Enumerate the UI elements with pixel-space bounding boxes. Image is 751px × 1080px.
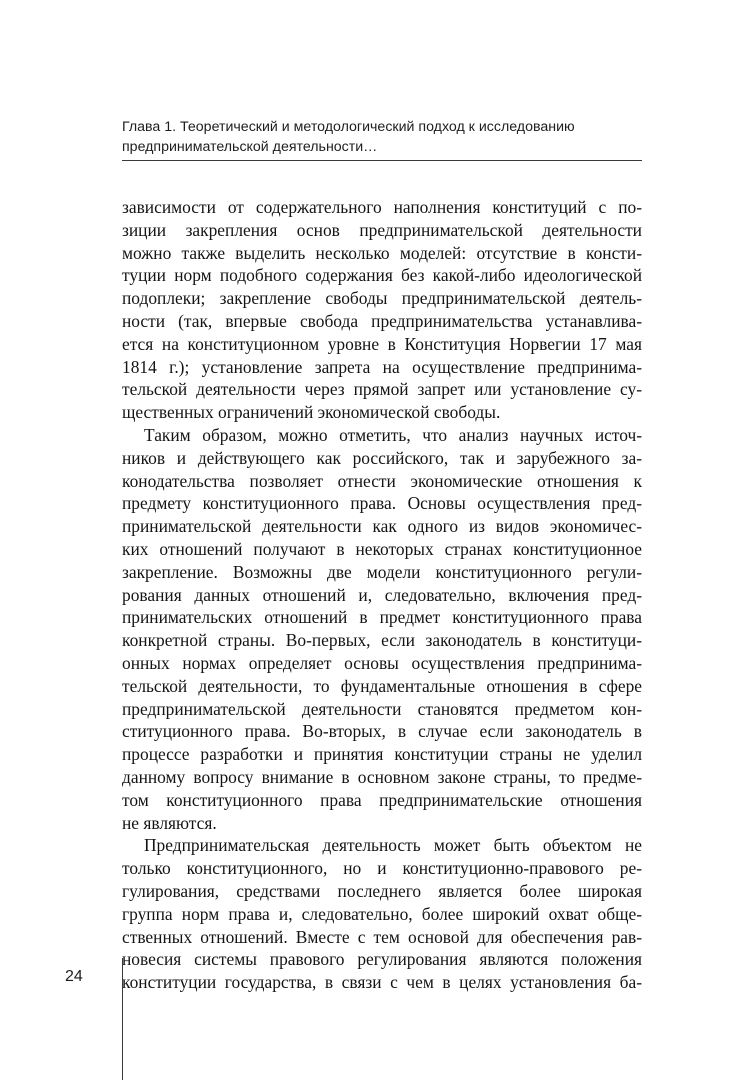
text-line: предпринимательской деятельности становятся предметом кон- xyxy=(122,698,642,719)
text-line: новесия системы правового регулирования являются положения xyxy=(122,949,642,970)
text-line: можно также выделить несколько моделей: отсутствие в консти- xyxy=(122,242,642,263)
text-line: Предпринимательская деятельность может быть объектом не xyxy=(144,835,642,856)
text-line: рования данных отношений и, следовательно, включения пред- xyxy=(122,584,642,605)
text-line: конодательства позволяет отнести экономические отношения к xyxy=(122,470,642,491)
text-line: принимательских отношений в предмет конституционного права xyxy=(122,607,642,628)
text-line: ственных отношений. Вместе с тем основой для обеспечения рав- xyxy=(122,926,642,947)
paragraph-3 xyxy=(122,834,642,994)
header-divider xyxy=(122,160,642,161)
text-line: тельской деятельности через прямой запрет или установление су- xyxy=(122,379,642,400)
paragraph-2 xyxy=(122,424,642,834)
text-line: ников и действующего как российского, так и зарубежного за- xyxy=(122,447,642,468)
running-header-line-1: Глава 1. Теоретический и методологический подход к исследованию xyxy=(122,119,575,135)
text-line: гулирования, средствами последнего является более широкая xyxy=(122,880,642,901)
paragraph-1 xyxy=(122,196,642,424)
running-header xyxy=(122,117,642,157)
text-line: только конституционного, но и конституционно-правового ре- xyxy=(122,858,642,879)
text-line: 1814 г.); установление запрета на осуществление предпринима- xyxy=(122,356,642,377)
text-line: Таким образом, можно отметить, что анализ научных источ- xyxy=(144,424,642,445)
text-line: подоплеки; закрепление свободы предпринимательской деятель- xyxy=(122,288,642,309)
text-line: принимательской деятельности как одного из видов экономичес- xyxy=(122,516,642,537)
text-line: ституционного права. Во-вторых, в случае если законодатель в xyxy=(122,721,642,742)
text-line: группа норм права и, следовательно, более широкий охват обще- xyxy=(122,903,642,924)
text-line: зависимости от содержательного наполнения конституций с по- xyxy=(122,197,642,217)
text-line: данному вопросу внимание в основном законе страны, то предме- xyxy=(122,766,642,787)
text-line: онных нормах определяет основы осуществления предпринима- xyxy=(122,652,642,673)
text-line: закрепление. Возможны две модели конституционного регули- xyxy=(122,561,642,582)
text-line: ких отношений получают в некоторых странах конституционное xyxy=(122,538,642,559)
text-line: не являются. xyxy=(122,812,217,833)
text-line: том конституционного права предпринимательские отношения xyxy=(122,789,642,810)
text-line: предмету конституционного права. Основы осуществления пред- xyxy=(122,493,642,514)
text-line: тельской деятельности, то фундаментальные отношения в сфере xyxy=(122,675,642,696)
page-margin-rule xyxy=(122,958,123,1080)
text-line: ется на конституционном уровне в Конституция Норвегии 17 мая xyxy=(122,333,642,354)
main-text xyxy=(122,196,642,994)
text-line: зиции закрепления основ предпринимательской деятельности xyxy=(122,219,642,240)
text-line: конкретной страны. Во-первых, если законодатель в конституци- xyxy=(122,630,642,651)
text-line: щественных ограничений экономической свободы. xyxy=(122,402,501,423)
text-line: туции норм подобного содержания без какой-либо идеологической xyxy=(122,265,642,286)
text-line: процессе разработки и принятия конституции страны не уделил xyxy=(122,744,642,765)
page-number: 24 xyxy=(65,968,83,985)
text-line: конституции государства, в связи с чем в целях установления ба- xyxy=(122,972,642,993)
text-line: ности (так, впервые свобода предпринимательства устанавлива- xyxy=(122,310,642,331)
running-header-line-2: предпринимательской деятельности… xyxy=(122,139,378,155)
